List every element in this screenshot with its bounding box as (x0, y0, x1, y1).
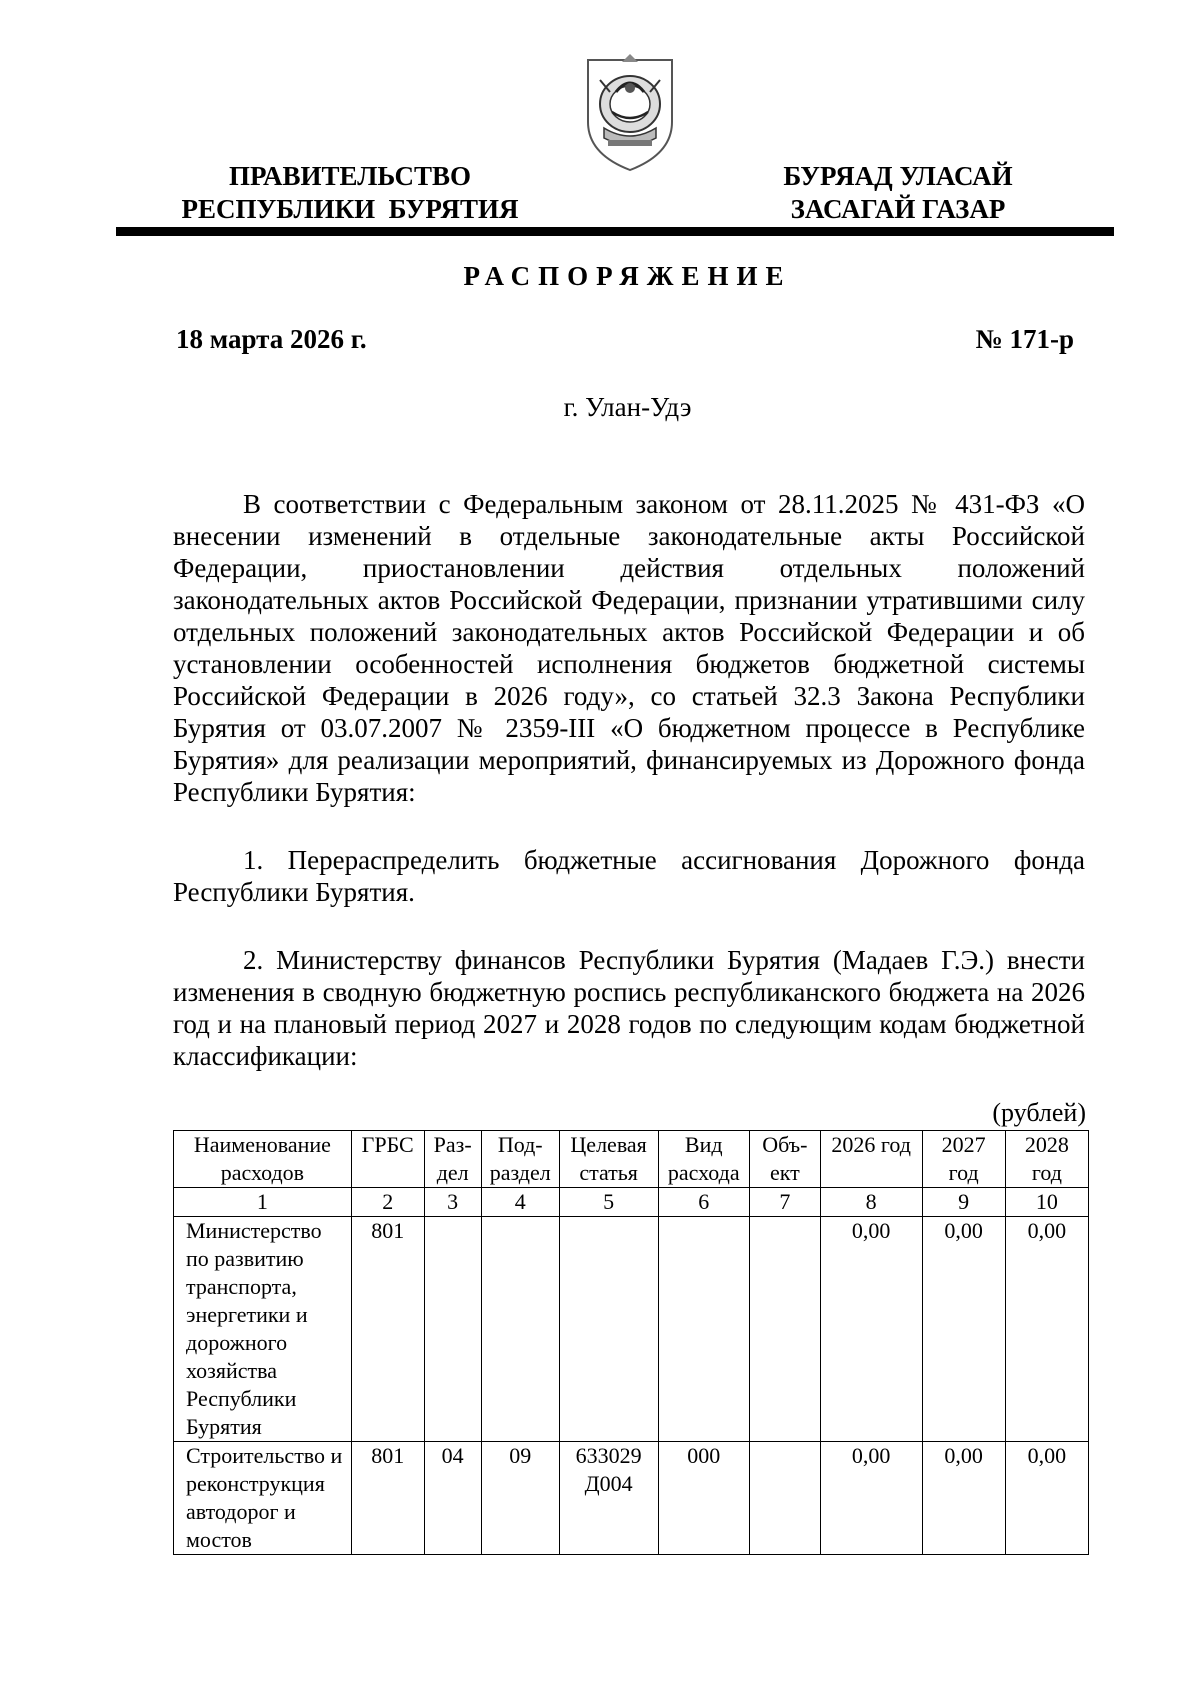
header-cell: ГРБС (351, 1131, 424, 1188)
column-number-cell: 1 (174, 1188, 352, 1217)
object-cell (750, 1217, 821, 1442)
column-number-cell: 3 (424, 1188, 481, 1217)
government-name-buryat (748, 160, 1048, 226)
amount-2027-cell: 0,00 (922, 1442, 1005, 1555)
table-column-number-row (174, 1188, 1089, 1217)
expense-name-cell: Строительство и реконструкция автодорог и мостов (174, 1442, 352, 1555)
header-divider (116, 227, 1114, 236)
document-title: РАСПОРЯЖЕНИЕ (463, 261, 792, 291)
document-date: 18 марта 2026 г. (176, 324, 367, 354)
amount-2026-cell: 0,00 (820, 1217, 922, 1442)
expense-name-cell: Министерство по развитию транспорта, энергетики и дорожного хозяйства Республики Бурятия (174, 1217, 352, 1442)
subsection-cell: 09 (481, 1442, 559, 1555)
grbs-cell: 801 (351, 1217, 424, 1442)
budget-table (173, 1130, 1089, 1555)
preamble-paragraph: В соответствии с Федеральным законом от 28.11.2025 № 431-ФЗ «О внесении изменений в отдельные законодательные акты Российской Федерации, приостановлении действия отдельных положений законодательных актов Российской Федерации, признании утратившими силу отдельных положений законодательных актов Российской Федерации и об установлении особенностей исполнения бюджетов бюджетной системы Российской Федерации в 2026 году», со статьей 32.3 Закона Республики Бурятия от 03.07.2007 № 2359-III «О бюджетном процессе в Республике Бурятия» для реализации мероприятий, финансируемых из Дорожного фонда Республики Бурятия: (173, 489, 1085, 807)
table-row (174, 1442, 1089, 1555)
amount-2028-cell: 0,00 (1005, 1442, 1088, 1555)
coat-of-arms-emblem (582, 52, 678, 174)
column-number-cell: 9 (922, 1188, 1005, 1217)
header-cell: 2026 год (820, 1131, 922, 1188)
target-item-cell (559, 1217, 658, 1442)
document-city: г. Улан-Удэ (563, 392, 692, 422)
amount-2028-cell: 0,00 (1005, 1217, 1088, 1442)
object-cell (750, 1442, 821, 1555)
column-number-cell: 2 (351, 1188, 424, 1217)
gov-bur-line2: ЗАСАГАЙ ГАЗАР (790, 194, 1006, 224)
amount-2026-cell: 0,00 (820, 1442, 922, 1555)
table-header-row (174, 1131, 1089, 1188)
target-item-cell: 633029 Д004 (559, 1442, 658, 1555)
header-cell: Объ-ект (750, 1131, 821, 1188)
section-cell: 04 (424, 1442, 481, 1555)
gov-bur-line1: БУРЯАД УЛАСАЙ (783, 161, 1013, 191)
header-cell: Целевая статья (559, 1131, 658, 1188)
header-cell: Наименование расходов (174, 1131, 352, 1188)
government-name-russian (160, 160, 540, 226)
header-cell: Под-раздел (481, 1131, 559, 1188)
header-cell: 2027 год (922, 1131, 1005, 1188)
gov-ru-line1: ПРАВИТЕЛЬСТВО (228, 161, 472, 191)
section-cell (424, 1217, 481, 1442)
column-number-cell: 4 (481, 1188, 559, 1217)
expense-type-cell: 000 (658, 1442, 750, 1555)
document-number: № 171-р (975, 324, 1074, 354)
clause-2-paragraph: 2. Министерству финансов Республики Бурятия (Мадаев Г.Э.) внести изменения в сводную бюджетную роспись республиканского бюджета на 2026 год и на плановый период 2027 и 2028 годов по следующим кодам бюджетной классификации: (173, 945, 1085, 1071)
table-row (174, 1217, 1089, 1442)
clause-1-paragraph: 1. Перераспределить бюджетные ассигнования Дорожного фонда Республики Бурятия. (173, 845, 1085, 907)
amount-2027-cell: 0,00 (922, 1217, 1005, 1442)
column-number-cell: 8 (820, 1188, 922, 1217)
column-number-cell: 5 (559, 1188, 658, 1217)
column-number-cell: 10 (1005, 1188, 1088, 1217)
gov-ru-line2: РЕСПУБЛИКИ БУРЯТИЯ (181, 194, 519, 224)
table-unit-label: (рублей) (992, 1098, 1086, 1127)
column-number-cell: 7 (750, 1188, 821, 1217)
column-number-cell: 6 (658, 1188, 750, 1217)
grbs-cell: 801 (351, 1442, 424, 1555)
subsection-cell (481, 1217, 559, 1442)
header-cell: 2028 год (1005, 1131, 1088, 1188)
expense-type-cell (658, 1217, 750, 1442)
header-cell: Вид расхода (658, 1131, 750, 1188)
header-cell: Раз-дел (424, 1131, 481, 1188)
